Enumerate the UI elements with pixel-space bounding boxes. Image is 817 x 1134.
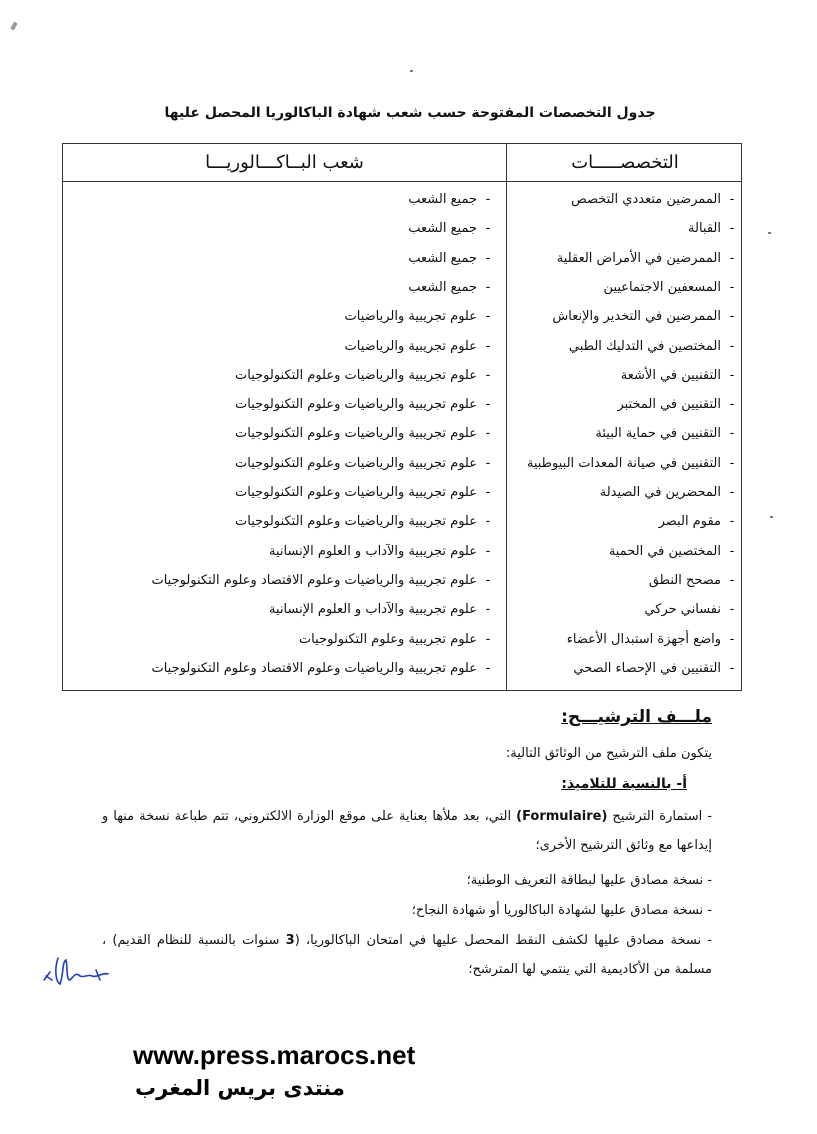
branch-cell [69, 332, 499, 361]
specialty-name: مقوم البصر [658, 514, 721, 530]
specialty-name: التقنيين في الإحصاء الصحي [573, 660, 721, 676]
branch-cell [69, 361, 499, 390]
branch-name: جميع الشعب [408, 221, 477, 237]
branch-cell [69, 537, 499, 566]
branch-cell [69, 214, 499, 243]
footer-url[interactable]: www.press.marocs.net [133, 1040, 416, 1070]
bullet-dash: - [485, 338, 491, 354]
branch-name: علوم تجريبية والرياضيات وعلوم التكنولوجيات [235, 426, 477, 442]
specialty-name: القبالة [688, 221, 721, 237]
bullet-dash: - [729, 485, 735, 500]
branch-name: علوم تجريبية والرياضيات [344, 338, 477, 354]
bullet-dash: - [485, 514, 491, 530]
grades-item-text-a: - نسخة مصادق عليها لكشف النقط المحصل عليها في امتحان الباكالوريا، ( [294, 933, 712, 948]
form-item-text-b: التي، بعد ملأها بعناية على موقع الوزارة الالكتروني، تتم طباعة نسخة منها و إيداعها مع وثائق الترشيح الأخرى؛ [102, 809, 712, 853]
bullet-dash: - [729, 221, 735, 237]
branch-cell [69, 507, 499, 536]
specialty-name: الممرضين في الأمراض العقلية [556, 250, 721, 266]
header-branches: شعب البــاكـــالوريـــا [205, 152, 364, 173]
table-row [63, 185, 743, 214]
bullet-dash: - [729, 602, 735, 618]
specialty-cell [511, 449, 743, 478]
table-row [63, 537, 743, 566]
scan-speck [10, 22, 17, 31]
grades-item [102, 926, 712, 984]
bullet-dash: - [729, 572, 735, 588]
table-row [63, 361, 743, 390]
table-row [63, 390, 743, 419]
branch-cell [69, 449, 499, 478]
bullet-dash: - [729, 397, 735, 413]
bullet-dash: - [485, 250, 491, 266]
bullet-dash: - [729, 279, 735, 295]
handwritten-signature [40, 950, 115, 990]
scan-speck [770, 516, 773, 518]
bullet-dash: - [729, 250, 735, 266]
specialty-name: المختصين في التدليك الطبي [568, 338, 721, 354]
specialty-cell [511, 419, 743, 448]
bullet-dash: - [485, 602, 491, 618]
branch-name: علوم تجريبية والرياضيات وعلوم التكنولوجيات [235, 514, 477, 530]
bullet-dash: - [729, 631, 735, 647]
specialty-cell [511, 654, 743, 683]
grades-item-years: 3 [285, 933, 295, 948]
bullet-dash: - [485, 279, 491, 295]
bullet-dash: - [485, 543, 491, 559]
specialty-cell [511, 185, 743, 214]
id-card-item: - نسخة مصادق عليها لبطاقة التعريف الوطنية؛ [466, 873, 712, 888]
footer-forum-name: منتدى بريس المغرب [135, 1076, 345, 1100]
branch-cell [69, 566, 499, 595]
specialty-cell [511, 478, 743, 507]
table-row [63, 595, 743, 624]
table-row [63, 478, 743, 507]
specialty-name: التقنيين في الأشعة [620, 367, 721, 383]
page-title: جدول التخصصات المفتوحة حسب شعب شهادة الباكالوريا المحصل عليها [164, 105, 656, 121]
scan-speck [768, 232, 771, 234]
bullet-dash: - [485, 221, 491, 237]
bullet-dash: - [485, 455, 491, 471]
branch-name: علوم تجريبية والآداب و العلوم الإنسانية [269, 543, 477, 559]
bullet-dash: - [729, 426, 735, 442]
specialty-name: المحضرين في الصيدلة [599, 485, 721, 500]
table-row [63, 244, 743, 273]
specialty-cell [511, 244, 743, 273]
branch-name: علوم تجريبية والرياضيات وعلوم التكنولوجيات [235, 455, 477, 471]
bullet-dash: - [485, 397, 491, 413]
table-row [63, 654, 743, 683]
specialty-cell [511, 390, 743, 419]
candidacy-title: ملـــف الترشيـــح: [561, 707, 712, 727]
branch-cell [69, 595, 499, 624]
table-row [63, 625, 743, 654]
specialty-cell [511, 507, 743, 536]
specialty-cell [511, 625, 743, 654]
specialty-name: المختصين في الحمية [608, 543, 721, 559]
specialty-cell [511, 566, 743, 595]
branch-cell [69, 654, 499, 683]
specialty-cell [511, 332, 743, 361]
table-row [63, 507, 743, 536]
bullet-dash: - [485, 485, 491, 500]
branch-name: علوم تجريبية والرياضيات وعلوم التكنولوجيات [235, 367, 477, 383]
specialty-cell [511, 361, 743, 390]
header-specialties: التخصصـــــات [571, 152, 679, 173]
specialty-cell [511, 595, 743, 624]
form-item-text-a: - استمارة الترشيح [607, 809, 712, 824]
bullet-dash: - [485, 660, 491, 676]
branch-name: علوم تجريبية والرياضيات وعلوم التكنولوجيات [235, 485, 477, 500]
bullet-dash: - [729, 338, 735, 354]
bullet-dash: - [485, 309, 491, 325]
branch-name: جميع الشعب [408, 192, 477, 207]
branch-cell [69, 390, 499, 419]
specialty-name: الممرضين متعددي التخصص [571, 192, 721, 207]
bullet-dash: - [729, 455, 735, 471]
table-row [63, 214, 743, 243]
branch-name: علوم تجريبية وعلوم التكنولوجيات [298, 631, 477, 647]
branch-cell [69, 273, 499, 302]
table-row [63, 419, 743, 448]
branch-cell [69, 419, 499, 448]
table-row [63, 332, 743, 361]
branch-cell [69, 478, 499, 507]
specialty-name: التقنيين في حماية البيئة [595, 426, 721, 442]
bullet-dash: - [729, 367, 735, 383]
table-row [63, 273, 743, 302]
bullet-dash: - [729, 309, 735, 325]
specialty-name: التقنيين في المختبر [617, 397, 721, 413]
branch-cell [69, 302, 499, 331]
branch-name: علوم تجريبية والرياضيات وعلوم الاقتصاد وعلوم التكنولوجيات [151, 660, 477, 676]
students-label [561, 776, 687, 792]
form-item-term: (Formulaire) [516, 809, 608, 824]
bullet-dash: - [729, 192, 735, 207]
specialty-name: المسعفين الاجتماعيين [603, 279, 721, 295]
branch-name: علوم تجريبية والرياضيات وعلوم الاقتصاد وعلوم التكنولوجيات [151, 572, 477, 588]
table-row [63, 449, 743, 478]
specialty-cell [511, 273, 743, 302]
header-divider [63, 181, 741, 182]
specialty-name: نفساني حركي [644, 602, 721, 618]
branch-cell [69, 185, 499, 214]
bullet-dash: - [729, 660, 735, 676]
bullet-dash: - [485, 367, 491, 383]
branch-cell [69, 625, 499, 654]
specialty-cell [511, 302, 743, 331]
bullet-dash: - [485, 426, 491, 442]
scan-speck [410, 70, 413, 72]
specialty-cell [511, 214, 743, 243]
specialty-name: التقنيين في صيانة المعدات البيوطبية [526, 455, 721, 471]
specialty-name: واضع أجهزة استبدال الأعضاء [566, 631, 721, 647]
branch-name: جميع الشعب [408, 250, 477, 266]
table-row [63, 566, 743, 595]
students-label-text: أ- بالنسبة للتلاميذ: [561, 776, 687, 792]
grades-item-text-b: سنوات بالنسبة للنظام القديم) ، مسلمة من الأكاديمية التي ينتمي لها المترشح؛ [102, 933, 712, 977]
candidacy-intro: يتكون ملف الترشيح من الوثائق التالية: [505, 746, 712, 761]
bullet-dash: - [485, 192, 491, 207]
specialty-cell [511, 537, 743, 566]
bullet-dash: - [485, 631, 491, 647]
branch-name: علوم تجريبية والرياضيات وعلوم التكنولوجيات [235, 397, 477, 413]
branch-name: جميع الشعب [408, 279, 477, 295]
specialty-name: الممرضين في التخدير والإنعاش [552, 309, 721, 325]
bullet-dash: - [729, 543, 735, 559]
branch-name: علوم تجريبية والرياضيات [344, 309, 477, 325]
branch-cell [69, 244, 499, 273]
bullet-dash: - [485, 572, 491, 588]
bac-cert-item: - نسخة مصادق عليها لشهادة الباكالوريا أو شهادة النجاح؛ [411, 903, 712, 918]
branch-name: علوم تجريبية والآداب و العلوم الإنسانية [269, 602, 477, 618]
bullet-dash: - [729, 514, 735, 530]
specialty-name: مصحح النطق [648, 572, 721, 588]
form-item [102, 802, 712, 860]
table-row [63, 302, 743, 331]
specialties-table [62, 143, 742, 691]
